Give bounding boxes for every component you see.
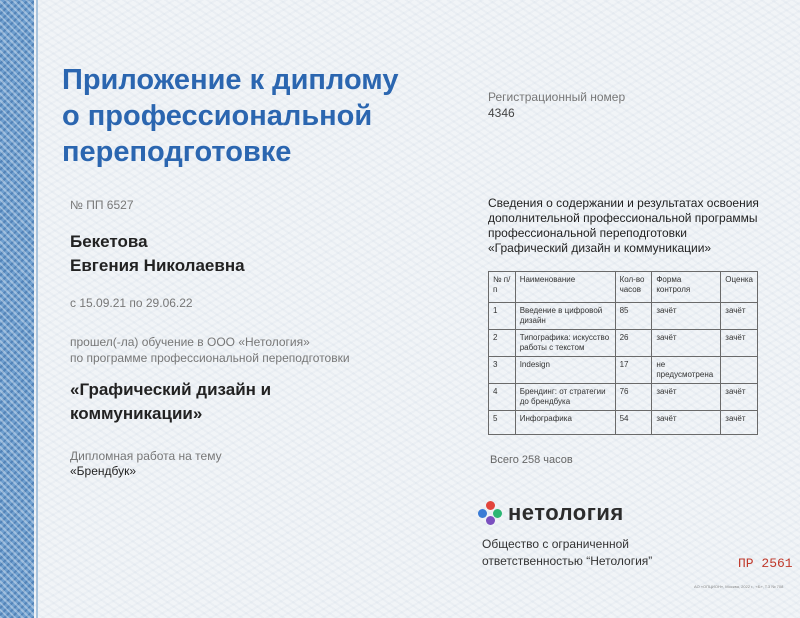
header-hours: Кол-во часов [615, 272, 652, 303]
cell-grade [721, 357, 758, 384]
info-line: Сведения о содержании и результатах освоения [488, 196, 759, 210]
organization-name [482, 536, 652, 570]
courses-table [488, 271, 758, 435]
studied-line: прошел(-ла) обучение в ООО «Нетология» [70, 335, 310, 349]
recipient-name [70, 230, 245, 278]
studied-statement [70, 334, 350, 366]
program-line: коммуникации» [70, 404, 203, 423]
registration-label: Регистрационный номер [488, 90, 626, 104]
title-line: о профессиональной [62, 100, 373, 132]
program-line: «Графический дизайн и [70, 380, 272, 399]
cell-number: 3 [489, 357, 516, 384]
table-row [489, 411, 758, 435]
org-line: Общество с ограниченной [482, 537, 629, 551]
program-info [488, 196, 778, 256]
study-period: с 15.09.21 по 29.06.22 [70, 296, 193, 310]
cell-number: 4 [489, 384, 516, 411]
security-pattern-edge [0, 0, 34, 618]
table-row [489, 330, 758, 357]
cell-number: 1 [489, 303, 516, 330]
cell-hours: 26 [615, 330, 652, 357]
netology-logo-icon [478, 501, 502, 525]
cell-number: 5 [489, 411, 516, 435]
table-row [489, 303, 758, 330]
table-row [489, 384, 758, 411]
cell-hours: 76 [615, 384, 652, 411]
surname: Бекетова [70, 232, 148, 251]
netology-logo [478, 500, 624, 526]
thesis-label: Дипломная работа на тему [70, 449, 222, 463]
cell-name: Введение в цифровой дизайн [515, 303, 615, 330]
info-line: дополнительной профессиональной программы [488, 211, 758, 225]
diploma-number: № ПП 6527 [70, 198, 134, 212]
cell-grade: зачёт [721, 330, 758, 357]
program-name [70, 378, 370, 426]
cell-control: зачёт [652, 384, 721, 411]
title-line: Приложение к диплому [62, 64, 399, 96]
document-title [62, 62, 422, 170]
cell-hours: 17 [615, 357, 652, 384]
cell-grade: зачёт [721, 303, 758, 330]
printer-imprint: АО «ОПЦИОН», Москва, 2022 г., «Б», Т.3 № 708 [694, 584, 784, 589]
total-hours: Всего 258 часов [490, 454, 573, 466]
given-names: Евгения Николаевна [70, 256, 245, 275]
header-control: Форма контроля [652, 272, 721, 303]
info-line: «Графический дизайн и коммуникации» [488, 241, 712, 255]
cell-name: Indesign [515, 357, 615, 384]
cell-hours: 54 [615, 411, 652, 435]
title-line: переподготовке [62, 136, 292, 168]
thesis-topic: «Брендбук» [70, 464, 137, 478]
edge-divider [36, 0, 38, 618]
table-header-row [489, 272, 758, 303]
cell-control: зачёт [652, 330, 721, 357]
registration-number: 4346 [488, 106, 515, 120]
cell-name: Инфографика [515, 411, 615, 435]
cell-hours: 85 [615, 303, 652, 330]
cell-grade: зачёт [721, 384, 758, 411]
info-line: профессиональной переподготовки [488, 226, 687, 240]
header-grade: Оценка [721, 272, 758, 303]
cell-name: Типографика: искусство работы с текстом [515, 330, 615, 357]
cell-control: зачёт [652, 411, 721, 435]
logo-text: нетология [508, 500, 624, 525]
cell-grade: зачёт [721, 411, 758, 435]
cell-control: зачёт [652, 303, 721, 330]
cell-number: 2 [489, 330, 516, 357]
org-line: ответственностью “Нетология” [482, 554, 653, 568]
cell-control: не предусмотрена [652, 357, 721, 384]
cell-name: Брендинг: от стратегии до брендбука [515, 384, 615, 411]
studied-line: по программе профессиональной переподготовки [70, 351, 350, 365]
form-serial-number: ПР 2561 [738, 556, 793, 571]
header-name: Наименование [515, 272, 615, 303]
header-number: № п/п [489, 272, 516, 303]
table-row [489, 357, 758, 384]
